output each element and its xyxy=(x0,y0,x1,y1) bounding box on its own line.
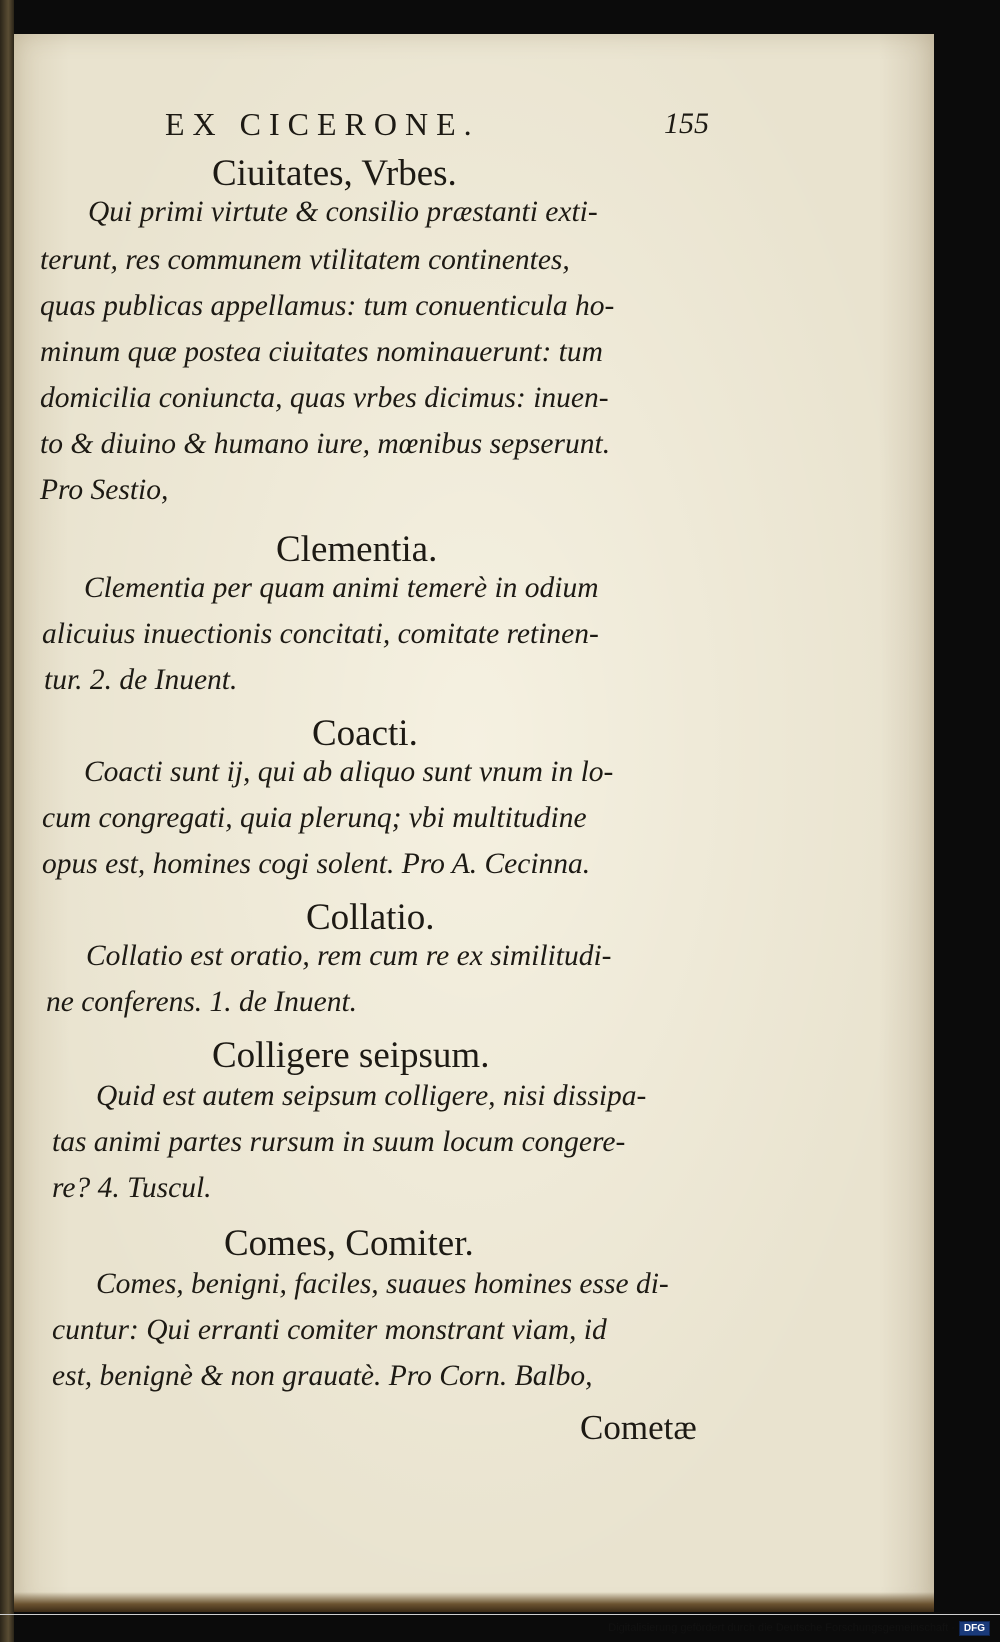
page-bottom-edge xyxy=(14,1592,934,1612)
entry-line: Clementia per quam animi temerè in odium xyxy=(84,572,599,604)
entry-line: Collatio est oratio, rem cum re ex similitudi- xyxy=(86,940,612,972)
page-number: 155 xyxy=(664,107,709,140)
entry-line: tur. 2. de Inuent. xyxy=(44,664,238,696)
entry-heading: Collatio. xyxy=(306,897,435,938)
entry-line: Pro Sestio, xyxy=(40,474,169,506)
entry-line: quas publicas appellamus: tum conuenticula ho- xyxy=(40,290,615,322)
entry-line: cum congregati, quia plerunq; vbi multitudine xyxy=(42,802,587,834)
entry-line: alicuius inuectionis concitati, comitate retinen- xyxy=(42,618,599,650)
running-head-title: EX CICERONE. xyxy=(165,106,480,142)
dfg-logo: DFG xyxy=(959,1621,990,1636)
entry-line: Qui primi virtute & consilio præstanti exti- xyxy=(88,196,598,228)
entry-line: tas animi partes rursum in suum locum congere- xyxy=(52,1126,626,1158)
entry-heading: Comes, Comiter. xyxy=(224,1223,474,1264)
entry-line: Quid est autem seipsum colligere, nisi dissipa- xyxy=(96,1080,647,1112)
entry-heading: Clementia. xyxy=(276,529,438,570)
book-spine-edge xyxy=(0,0,14,1642)
entry-line: domicilia coniuncta, quas vrbes dicimus: inuen- xyxy=(40,382,609,414)
entry-heading: Coacti. xyxy=(312,713,418,754)
entry-line: opus est, homines cogi solent. Pro A. Cecinna. xyxy=(42,848,591,880)
digitization-credit xyxy=(590,1621,990,1636)
entry-line: terunt, res communem vtilitatem continentes, xyxy=(40,244,570,276)
entry-heading: Ciuitates, Vrbes. xyxy=(212,153,457,194)
entry-line: minum quæ postea ciuitates nominauerunt: tum xyxy=(40,336,603,368)
entry-line: Coacti sunt ij, qui ab aliquo sunt vnum in lo- xyxy=(84,756,614,788)
entry-line: to & diuino & humano iure, mœnibus sepserunt. xyxy=(40,428,611,460)
entry-heading: Colligere seipsum. xyxy=(212,1035,490,1076)
entry-line: re? 4. Tuscul. xyxy=(52,1172,212,1204)
entry-line: cuntur: Qui erranti comiter monstrant viam, id xyxy=(52,1314,607,1346)
entry-line: est, benignè & non grauatè. Pro Corn. Balbo, xyxy=(52,1360,593,1392)
footer-divider xyxy=(0,1614,1000,1615)
entry-line: Comes, benigni, faciles, suaues homines esse di- xyxy=(96,1268,669,1300)
credit-text: Digitalisierung gefördert durch die Deutsche Forschungsgemeinschaft · xyxy=(608,1622,955,1634)
catchword: Cometæ xyxy=(580,1408,697,1447)
entry-line: ne conferens. 1. de Inuent. xyxy=(46,986,358,1018)
